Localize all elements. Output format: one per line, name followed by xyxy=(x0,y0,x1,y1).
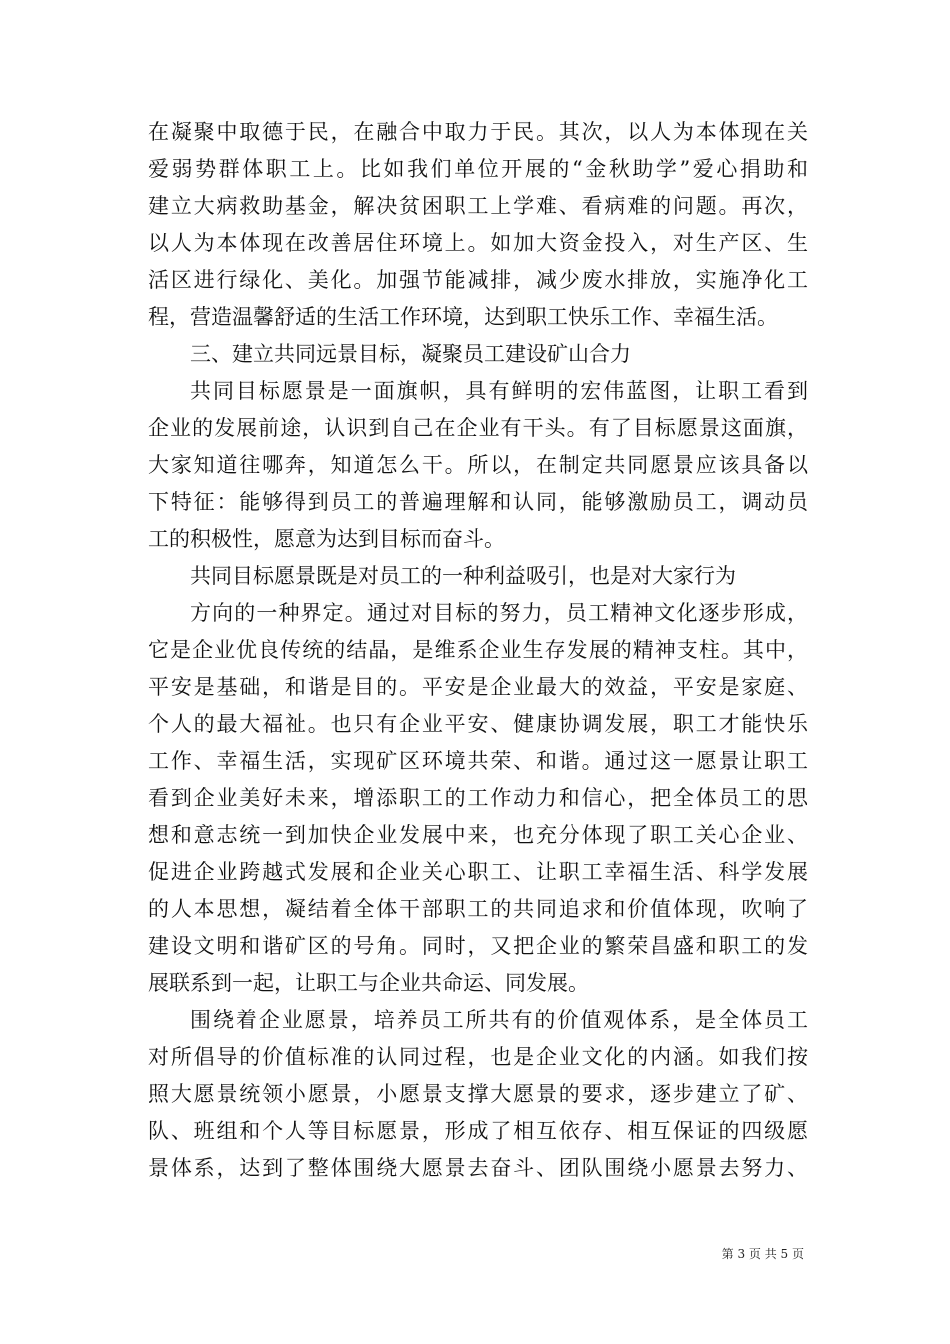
paragraph-line: 照大愿景统领小愿景，小愿景支撑大愿景的要求，逐步建立了矿、 xyxy=(148,1082,808,1106)
paragraph-line: 看到企业美好未来，增添职工的工作动力和信心，把全体员工的思 xyxy=(148,786,808,810)
paragraph-line: 围绕着企业愿景，培养员工所共有的价值观体系，是全体员工 xyxy=(190,1008,808,1032)
paragraph-line: 个人的最大福祉。也只有企业平安、健康协调发展，职工才能快乐 xyxy=(148,712,808,736)
paragraph-line: 大家知道往哪奔，知道怎么干。所以，在制定共同愿景应该具备以 xyxy=(148,453,808,477)
paragraph-line: 在凝聚中取德于民，在融合中取力于民。其次，以人为本体现在关 xyxy=(148,120,808,144)
paragraph-line: 方向的一种界定。通过对目标的努力，员工精神文化逐步形成， xyxy=(190,601,808,625)
paragraph-line: 程，营造温馨舒适的生活工作环境，达到职工快乐工作、幸福生活。 xyxy=(148,305,778,329)
paragraph-line: 工作、幸福生活，实现矿区环境共荣、和谐。通过这一愿景让职工 xyxy=(148,749,808,773)
paragraph-line: 平安是基础，和谐是目的。平安是企业最大的效益，平安是家庭、 xyxy=(148,675,808,699)
paragraph-line: 促进企业跨越式发展和企业关心职工、让职工幸福生活、科学发展 xyxy=(148,860,808,884)
paragraph-line: 企业的发展前途，认识到自己在企业有干头。有了目标愿景这面旗， xyxy=(148,416,808,440)
paragraph-line: 它是企业优良传统的结晶，是维系企业生存发展的精神支柱。其中， xyxy=(148,638,808,662)
paragraph-line: 建立大病救助基金，解决贫困职工上学难、看病难的问题。再次， xyxy=(148,194,808,218)
paragraph-line: 队、班组和个人等目标愿景，形成了相互依存、相互保证的四级愿 xyxy=(148,1119,808,1143)
paragraph-line: 下特征：能够得到员工的普遍理解和认同，能够激励员工，调动员 xyxy=(148,490,808,514)
section-heading: 三、建立共同远景目标，凝聚员工建设矿山合力 xyxy=(190,342,631,366)
paragraph-line: 建设文明和谐矿区的号角。同时，又把企业的繁荣昌盛和职工的发 xyxy=(148,934,808,958)
paragraph-line: 共同目标愿景既是对员工的一种利益吸引，也是对大家行为 xyxy=(190,564,736,588)
page-number: 第 3 页 共 5 页 xyxy=(721,1247,804,1261)
paragraph-line: 的人本思想，凝结着全体干部职工的共同追求和价值体现，吹响了 xyxy=(148,897,808,921)
paragraph-line: 对所倡导的价值标准的认同过程，也是企业文化的内涵。如我们按 xyxy=(148,1045,808,1069)
paragraph-line: 展联系到一起，让职工与企业共命运、同发展。 xyxy=(148,971,589,995)
paragraph-line: 景体系，达到了整体围绕大愿景去奋斗、团队围绕小愿景去努力、 xyxy=(148,1156,808,1180)
paragraph-line: 想和意志统一到加快企业发展中来，也充分体现了职工关心企业、 xyxy=(148,823,808,847)
paragraph-line: 以人为本体现在改善居住环境上。如加大资金投入，对生产区、生 xyxy=(148,231,808,255)
paragraph-line: 爱弱势群体职工上。比如我们单位开展的“金秋助学”爱心捐助和 xyxy=(148,157,808,181)
paragraph-line: 共同目标愿景是一面旗帜，具有鲜明的宏伟蓝图，让职工看到 xyxy=(190,379,808,403)
paragraph-line: 工的积极性，愿意为达到目标而奋斗。 xyxy=(148,527,505,551)
paragraph-line: 活区进行绿化、美化。加强节能减排，减少废水排放，实施净化工 xyxy=(148,268,808,292)
document-body xyxy=(148,114,808,1187)
